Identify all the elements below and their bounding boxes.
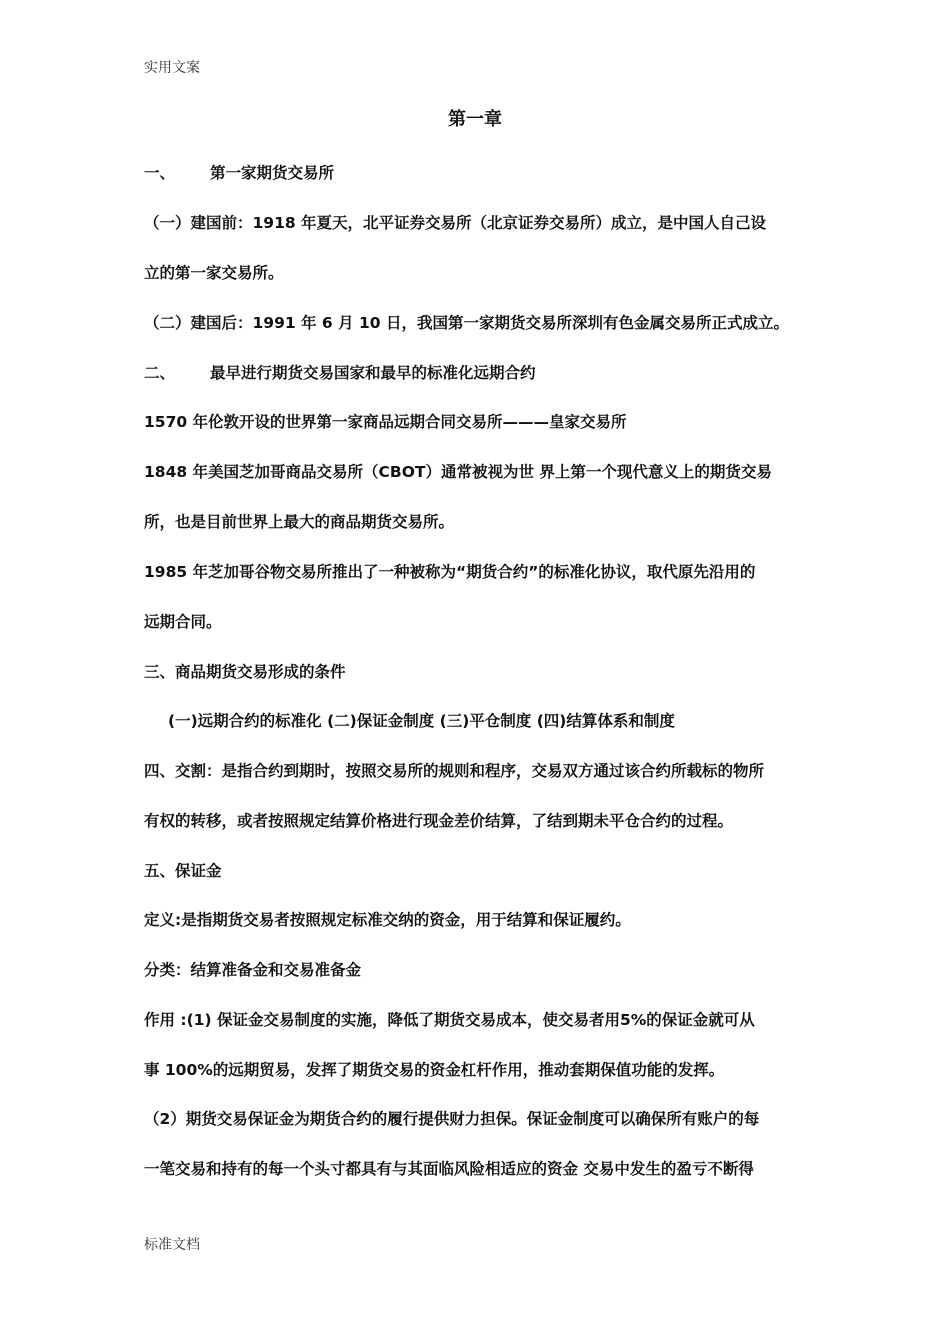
section-title: 第一家期货交易所 bbox=[210, 164, 335, 182]
section-title: 最早进行期货交易国家和最早的标准化远期合约 bbox=[210, 364, 536, 382]
chapter-title: 第一章 bbox=[448, 109, 502, 130]
paragraph-line: 一笔交易和持有的每一个头寸都具有与其面临风险相适应的资金 交易中发生的盈亏不断得 bbox=[144, 1160, 754, 1178]
paragraph-line: 立的第一家交易所。 bbox=[144, 264, 284, 282]
section-heading-1 bbox=[144, 162, 816, 184]
conditions-list: (一)远期合约的标准化 (二)保证金制度 (三)平仓制度 (四)结算体系和制度 bbox=[168, 712, 675, 730]
paragraph-line: 1985 年芝加哥谷物交易所推出了一种被称为“期货合约”的标准化协议，取代原先沿用的 bbox=[144, 563, 756, 581]
section-heading-3: 三、商品期货交易形成的条件 bbox=[144, 663, 346, 681]
section-heading-2 bbox=[144, 362, 816, 384]
paragraph-line: 事 100%的远期贸易，发挥了期货交易的资金杠杆作用，推动套期保值功能的发挥。 bbox=[144, 1061, 725, 1079]
paragraph-line: 四、交割：是指合约到期时，按照交易所的规则和程序，交易双方通过该合约所载标的物所 bbox=[144, 762, 765, 780]
paragraph-line: 定义:是指期货交易者按照规定标准交纳的资金，用于结算和保证履约。 bbox=[144, 911, 631, 929]
section-heading-5: 五、保证金 bbox=[144, 862, 222, 880]
page-footer: 标准文档 bbox=[144, 1237, 200, 1253]
page-header: 实用文案 bbox=[144, 60, 200, 76]
section-number: 二、 bbox=[144, 364, 176, 382]
paragraph-line: 分类：结算准备金和交易准备金 bbox=[144, 961, 362, 979]
paragraph-line: 作用 :(1) 保证金交易制度的实施，降低了期货交易成本，使交易者用5%的保证金就可从 bbox=[144, 1011, 755, 1029]
paragraph-line: （2）期货交易保证金为期货合约的履行提供财力担保。保证金制度可以确保所有账户的每 bbox=[144, 1110, 760, 1128]
paragraph-line: （二）建国后：1991 年 6 月 10 日，我国第一家期货交易所深圳有色金属交易所正式成立。 bbox=[144, 314, 789, 332]
paragraph-line: （一）建国前：1918 年夏天，北平证券交易所（北京证券交易所）成立，是中国人自己设 bbox=[144, 214, 767, 232]
section-number: 一、 bbox=[144, 164, 176, 182]
paragraph-line: 所，也是目前世界上最大的商品期货交易所。 bbox=[144, 513, 455, 531]
paragraph-line: 1848 年美国芝加哥商品交易所（CBOT）通常被视为世 界上第一个现代意义上的期货交易 bbox=[144, 463, 772, 481]
paragraph-line: 有权的转移，或者按照规定结算价格进行现金差价结算，了结到期未平仓合约的过程。 bbox=[144, 812, 734, 830]
paragraph-line: 1570 年伦敦开设的世界第一家商品远期合同交易所———皇家交易所 bbox=[144, 413, 627, 431]
paragraph-line: 远期合同。 bbox=[144, 613, 222, 631]
